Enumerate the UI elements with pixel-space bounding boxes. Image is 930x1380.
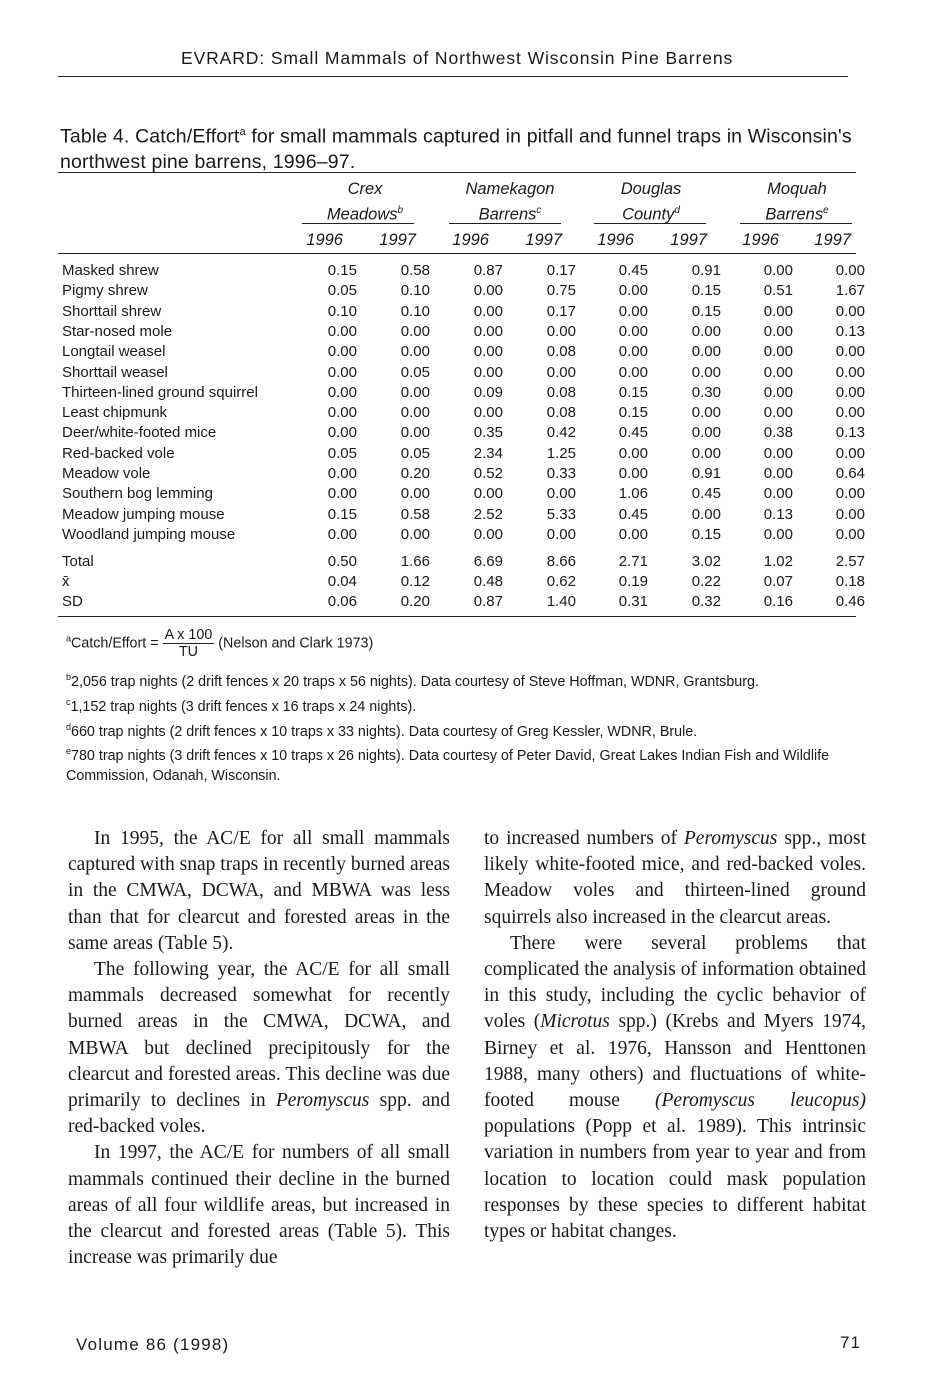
group-header-line2: Barrens$^e$ xyxy=(765,205,829,224)
table-cell: 0.00 xyxy=(473,282,503,300)
table-cell: 0.75 xyxy=(546,282,576,300)
table-cell: 0.91 xyxy=(691,465,721,482)
table-cell: 0.31 xyxy=(618,593,648,610)
table-cell: 0.00 xyxy=(691,444,721,462)
fraction: $\frac{\text{A x 100}}{TU}$ xyxy=(164,627,213,660)
paragraph: In 1997, the AC/E for numbers of all small mammals continued their decline in the burned areas of all four wildlife areas, but increased in the clearcut and forested areas (Table 5). This increase was primarily due xyxy=(68,1142,450,1269)
table-cell: 0.00 xyxy=(618,525,648,543)
table-cell: 0.50 xyxy=(327,553,357,570)
table-cell: 0.13 xyxy=(835,424,865,442)
table-cell: 0.00 xyxy=(618,282,648,300)
table-cell: 0.00 xyxy=(835,404,865,422)
table-cell: 0.00 xyxy=(400,383,430,401)
table-cell: 0.00 xyxy=(473,485,503,503)
table-cell: 0.00 xyxy=(400,525,430,543)
table-cell: 0.08 xyxy=(546,383,576,401)
table-cell: 0.04 xyxy=(327,573,357,590)
table-cell: 1.40 xyxy=(546,593,576,610)
table-cell: 0.00 xyxy=(763,262,793,279)
table-cell: 0.00 xyxy=(473,404,503,422)
table-row xyxy=(62,302,865,323)
table-cell: 0.00 xyxy=(327,322,357,340)
table-cell: 0.58 xyxy=(400,262,430,279)
group-underline xyxy=(449,223,561,224)
table-cell: 2.52 xyxy=(473,505,503,523)
table-cell: 0.05 xyxy=(400,444,430,462)
row-label: Total xyxy=(62,553,94,570)
table-cell: 2.34 xyxy=(473,444,503,462)
table-row xyxy=(62,553,865,573)
header-bottom-rule xyxy=(58,253,856,254)
footer-volume: Volume 86 (1998) xyxy=(76,1335,230,1354)
table-cell: 0.00 xyxy=(763,322,793,340)
table-cell: 0.00 xyxy=(546,322,576,340)
table-cell: 0.00 xyxy=(327,404,357,422)
table-cell: 0.00 xyxy=(835,363,865,381)
table-cell: 0.15 xyxy=(691,302,721,320)
group-header-moquah xyxy=(732,179,862,226)
table-cell: 0.00 xyxy=(400,404,430,422)
header-rule xyxy=(58,76,848,77)
table-cell: 0.09 xyxy=(473,383,503,401)
table-caption xyxy=(60,120,860,175)
table-row xyxy=(62,363,865,384)
footnote-e: $^e$780 trap nights (3 drift fences x 10 traps x 26 nights). Data courtesy of Peter David, Great Lakes Indian Fish and Wildlife Commission, Odanah, Wisconsin. xyxy=(66,746,830,785)
table-cell: 0.10 xyxy=(400,302,430,320)
paragraph: to increased numbers of Peromyscus spp., most likely white-footed mice, and red-backed voles. Meadow voles and thirteen-lined ground squirrels also increased in the clearcut areas. xyxy=(484,828,866,928)
table-cell: 0.00 xyxy=(618,363,648,381)
table-cell: 0.00 xyxy=(400,343,430,361)
table-cell: 0.00 xyxy=(691,424,721,442)
body-column-right xyxy=(484,826,866,1245)
page-number: 71 xyxy=(840,1333,861,1352)
table-cell: 0.05 xyxy=(327,444,357,462)
table-cell: 0.48 xyxy=(473,573,503,590)
table-cell: 2.57 xyxy=(835,553,865,570)
table-cell: 0.00 xyxy=(835,485,865,503)
table-cell: 0.10 xyxy=(400,282,430,300)
table-cell: 0.00 xyxy=(546,485,576,503)
row-label: Southern bog lemming xyxy=(62,485,213,503)
table-cell: 3.02 xyxy=(691,553,721,570)
year-header: 1996 xyxy=(452,231,489,249)
year-header: 1996 xyxy=(597,231,634,249)
year-header: 1997 xyxy=(814,231,851,249)
table-row xyxy=(62,444,865,465)
table-cell: 6.69 xyxy=(473,553,503,570)
table-cell: 0.15 xyxy=(327,262,357,279)
table-cell: 0.00 xyxy=(835,302,865,320)
table-cell: 0.00 xyxy=(473,363,503,381)
group-underline xyxy=(594,223,706,224)
table-cell: 0.08 xyxy=(546,404,576,422)
caption-text: for small mammals captured in pitfall and funnel traps in Wisconsin's northwest pine barrens, 1996–97. xyxy=(60,125,852,173)
footnote-b: $^b$2,056 trap nights (2 drift fences x 20 traps x 56 nights). Data courtesy of Steve Hoffman, WDNR, Grantsburg. xyxy=(66,672,759,690)
table-cell: 8.66 xyxy=(546,553,576,570)
table-row xyxy=(62,505,865,526)
table-cell: 0.15 xyxy=(618,404,648,422)
table-cell: 0.00 xyxy=(327,485,357,503)
table-cell: 0.58 xyxy=(400,505,430,523)
table-bottom-rule xyxy=(58,616,856,617)
table-cell: 0.10 xyxy=(327,302,357,320)
group-header-line1: Namekagon xyxy=(465,180,555,198)
table-cell: 0.62 xyxy=(546,573,576,590)
table-cell: 0.87 xyxy=(473,262,503,279)
table-cell: 0.17 xyxy=(546,302,576,320)
table-row xyxy=(62,262,865,282)
table-cell: 0.33 xyxy=(546,465,576,482)
table-cell: 0.52 xyxy=(473,465,503,482)
table-row xyxy=(62,343,865,363)
year-header: 1997 xyxy=(379,231,416,249)
table-cell: 0.12 xyxy=(400,573,430,590)
table-row xyxy=(62,573,865,593)
row-label: Thirteen-lined ground squirrel xyxy=(62,383,258,401)
table-cell: 0.91 xyxy=(691,262,721,279)
table-cell: 0.00 xyxy=(835,525,865,543)
table-cell: 0.00 xyxy=(327,363,357,381)
group-header-crex xyxy=(300,179,430,226)
table-cell: 1.06 xyxy=(618,485,648,503)
group-header-line1: Douglas xyxy=(620,180,682,198)
row-label: Pigmy shrew xyxy=(62,282,148,300)
year-header: 1997 xyxy=(525,231,562,249)
table-cell: 0.00 xyxy=(618,444,648,462)
footnote-c: $^c$1,152 trap nights (3 drift fences x 16 traps x 24 nights). xyxy=(66,696,417,715)
table-cell: 0.00 xyxy=(691,363,721,381)
table-cell: 0.20 xyxy=(400,593,430,610)
table-row xyxy=(62,383,865,404)
table-cell: 0.19 xyxy=(618,573,648,590)
table-cell: 0.51 xyxy=(763,282,793,300)
group-header-line1: Moquah xyxy=(767,180,827,198)
table-cell: 0.20 xyxy=(400,465,430,482)
table-cell: 0.00 xyxy=(400,424,430,442)
footnote-d: $^d$660 trap nights (2 drift fences x 10 traps x 33 nights). Data courtesy of Greg Kessler, WDNR, Brule. xyxy=(66,721,698,740)
group-underline xyxy=(302,223,414,224)
table-cell: 0.18 xyxy=(835,573,865,590)
body-column-left xyxy=(68,826,450,1271)
table-cell: 0.00 xyxy=(763,444,793,462)
table-cell: 0.00 xyxy=(763,525,793,543)
table-cell: 0.00 xyxy=(473,322,503,340)
table-cell: 0.00 xyxy=(691,343,721,361)
caption-prefix: Table 4. Catch/Effort xyxy=(60,125,240,148)
table-cell: 0.30 xyxy=(691,383,721,401)
table-cell: 0.15 xyxy=(691,282,721,300)
running-head: EVRARD: Small Mammals of Northwest Wisconsin Pine Barrens xyxy=(181,48,734,68)
row-label: Shorttail weasel xyxy=(62,363,168,381)
table-cell: 0.00 xyxy=(763,363,793,381)
table-cell: 0.00 xyxy=(691,404,721,422)
row-label: x̄ xyxy=(62,573,70,590)
table-cell: 0.87 xyxy=(473,593,503,610)
table-cell: 0.00 xyxy=(400,322,430,340)
row-label: SD xyxy=(62,593,83,610)
table-cell: 0.00 xyxy=(618,302,648,320)
year-header: 1997 xyxy=(670,231,707,249)
table-cell: 0.00 xyxy=(763,485,793,503)
table-top-rule xyxy=(58,172,856,173)
table-cell: 0.45 xyxy=(618,424,648,442)
paragraph: There were several problems that complicated the analysis of information obtained in this study, including the cyclic behavior of voles (Microtus spp.) (Krebs and Myers 1974, Birney et al. 1976, Hansson and Henttonen 1988, many others) and fluctuations of white-footed mouse (Peromyscus leucopus) populations (Popp et al. 1989). This intrinsic variation in numbers from year to year and from location to location could mask population responses by these species to different habitat types or habitat changes. xyxy=(484,932,866,1243)
table-cell: 0.15 xyxy=(691,525,721,543)
table-row xyxy=(62,525,865,546)
table-cell: 0.06 xyxy=(327,593,357,610)
caption-footnote-mark: a xyxy=(239,126,246,138)
table-cell: 0.08 xyxy=(546,343,576,361)
table-cell: 1.25 xyxy=(546,444,576,462)
row-label: Meadow jumping mouse xyxy=(62,505,225,523)
table-cell: 0.15 xyxy=(327,505,357,523)
paragraph: The following year, the AC/E for all small mammals decreased somewhat for recently burned areas in the CMWA, DCWA, and MBWA but declined precipitously for the clearcut and forested areas. This decline was due primarily to declines in Peromyscus spp. and red-backed voles. xyxy=(68,959,450,1138)
table-cell: 0.00 xyxy=(327,383,357,401)
table-cell: 0.35 xyxy=(473,424,503,442)
table-row xyxy=(62,322,865,343)
table-cell: 1.02 xyxy=(763,553,793,570)
group-header-namekagon xyxy=(445,179,575,226)
table-cell: 0.15 xyxy=(618,383,648,401)
table-cell: 0.17 xyxy=(546,262,576,279)
table-cell: 0.00 xyxy=(546,363,576,381)
table-cell: 0.42 xyxy=(546,424,576,442)
group-underline xyxy=(740,223,852,224)
table-cell: 0.05 xyxy=(327,282,357,300)
row-label: Star-nosed mole xyxy=(62,322,173,340)
table-cell: 0.00 xyxy=(546,525,576,543)
table-cell: 0.00 xyxy=(835,383,865,401)
row-label: Red-backed vole xyxy=(62,444,175,462)
row-label: Meadow vole xyxy=(62,465,151,482)
table-cell: 0.00 xyxy=(473,343,503,361)
table-cell: 0.00 xyxy=(835,262,865,279)
row-label: Masked shrew xyxy=(62,262,159,279)
group-header-line2: County$^d$ xyxy=(622,205,680,224)
table-cell: 0.00 xyxy=(835,505,865,523)
table-cell: 1.66 xyxy=(400,553,430,570)
table-cell: 0.00 xyxy=(473,525,503,543)
table-row xyxy=(62,424,865,444)
table-cell: 0.00 xyxy=(400,485,430,503)
table-cell: 0.00 xyxy=(763,302,793,320)
group-header-line2: Barrens$^c$ xyxy=(478,205,542,224)
group-header-douglas xyxy=(586,179,716,226)
table-cell: 0.00 xyxy=(618,343,648,361)
table-cell: 0.00 xyxy=(835,343,865,361)
paragraph: In 1995, the AC/E for all small mammals captured with snap traps in recently burned areas in the CMWA, DCWA, and MBWA was less than that for clearcut and forested areas in the same areas (Table 5). xyxy=(68,828,450,954)
table-row xyxy=(62,593,865,613)
table-cell: 0.00 xyxy=(763,343,793,361)
group-header-line2: Meadows$^b$ xyxy=(326,205,404,224)
row-label: Deer/white-footed mice xyxy=(62,424,217,442)
table-cell: 0.16 xyxy=(763,593,793,610)
table-cell: 0.00 xyxy=(327,465,357,482)
table-cell: 0.00 xyxy=(327,525,357,543)
table-cell: 0.00 xyxy=(327,343,357,361)
table-cell: 0.13 xyxy=(763,505,793,523)
group-header-line1: Crex xyxy=(347,180,383,198)
table-cell: 0.13 xyxy=(835,322,865,340)
row-label: Longtail weasel xyxy=(62,343,166,361)
table-footnotes xyxy=(66,667,866,786)
table-cell: 0.32 xyxy=(691,593,721,610)
table-cell: 0.45 xyxy=(618,262,648,279)
table-cell: 0.00 xyxy=(327,424,357,442)
table-cell: 0.00 xyxy=(473,302,503,320)
table-cell: 0.45 xyxy=(691,485,721,503)
row-label: Woodland jumping mouse xyxy=(62,525,236,543)
table-cell: 0.38 xyxy=(763,424,793,442)
year-header: 1996 xyxy=(742,231,779,249)
table-cell: 0.45 xyxy=(618,505,648,523)
table-cell: 0.00 xyxy=(763,383,793,401)
table-row xyxy=(62,404,865,424)
table-cell: 0.00 xyxy=(763,404,793,422)
table-cell: 0.46 xyxy=(835,593,865,610)
table-cell: 0.00 xyxy=(618,322,648,340)
year-header: 1996 xyxy=(306,231,343,249)
table-cell: 0.64 xyxy=(835,465,865,482)
table-cell: 0.00 xyxy=(618,465,648,482)
table-cell: 0.00 xyxy=(691,505,721,523)
table-cell: 0.05 xyxy=(400,363,430,381)
table-cell: 1.67 xyxy=(835,282,865,300)
table-cell: 2.71 xyxy=(618,553,648,570)
table-cell: 0.22 xyxy=(691,573,721,590)
table-row xyxy=(62,282,865,302)
table-row xyxy=(62,485,865,505)
table-row xyxy=(62,465,865,485)
table-cell: 5.33 xyxy=(546,505,576,523)
table-cell: 0.00 xyxy=(835,444,865,462)
row-label: Shorttail shrew xyxy=(62,302,162,320)
row-label: Least chipmunk xyxy=(62,404,168,422)
table-cell: 0.07 xyxy=(763,573,793,590)
table-cell: 0.00 xyxy=(691,322,721,340)
footnote-a: $^a$Catch/Effort = $\frac{\text{A x 100}}{TU}$ (Nelson and Clark 1973) xyxy=(66,627,374,660)
table-cell: 0.00 xyxy=(763,465,793,482)
